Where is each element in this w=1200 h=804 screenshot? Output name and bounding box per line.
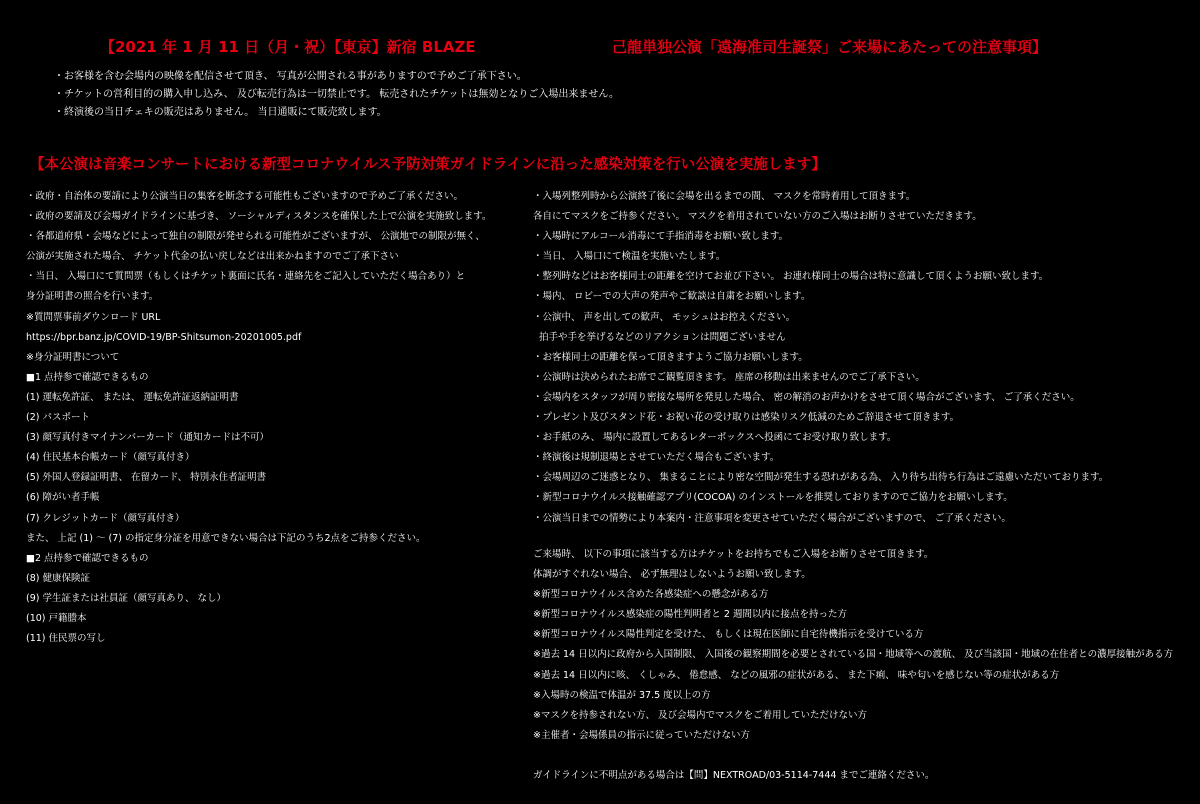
list-item: 拍手や手を挙げるなどのリアクションは問題ございません xyxy=(533,331,786,343)
list-item: 身分証明書の照合を行います。 xyxy=(26,291,159,303)
list-item: ※過去 14 日以内に咳、 くしゃみ、 倦怠感、 などの風邪の症状がある、 また下痢、 味や匂いを感じない等の症状がある方 xyxy=(533,669,1060,681)
list-item: (4) 住民基本台帳カード（顔写真付き） xyxy=(26,452,195,464)
right-column-notices xyxy=(533,187,1108,529)
list-item: ※身分証明書について xyxy=(26,351,120,363)
list-item: ・公演中、 声を出しての歓声、 モッシュはお控えください。 xyxy=(533,311,796,323)
list-item: ・整列時などはお客様同士の距離を空けてお並び下さい。 お連れ様同士の場合は特に意識して頂くようお願い致します。 xyxy=(533,271,1049,283)
list-item: ・公演時は決められたお席でご観覧頂きます。 座席の移動は出来ませんのでご了承下さい。 xyxy=(533,371,925,383)
list-item: また、 上記 (1) ～ (7) の指定身分証を用意できない場合は下記のうち2点をご持参ください。 xyxy=(26,532,426,544)
list-item: (7) クレジットカード（顔写真付き） xyxy=(26,512,185,524)
list-item: ・入場時にアルコール消毒にて手指消毒をお願い致します。 xyxy=(533,231,789,243)
list-item: 体調がすぐれない場合、 必ず無理はしないようお願い致します。 xyxy=(533,569,811,581)
list-item: ・終演後は規制退場とさせていただく場合もございます。 xyxy=(533,452,780,464)
entry-refusal-notices xyxy=(533,545,1173,786)
contact-info: ガイドラインに不明点がある場合は【問】NEXTROAD/03-5114-7444 までご連絡ください。 xyxy=(533,770,935,782)
covid-policy-banner: 【本公演は音楽コンサートにおける新型コロナウイルス予防対策ガイドラインに沿った感染対策を行い公演を実施します】 xyxy=(30,157,826,173)
list-item: ・新型コロナウイルス接触確認アプリ(COCOA) のインストールを推奨しておりますのでご協力をお願いします。 xyxy=(533,492,1013,504)
list-item: (8) 健康保険証 xyxy=(26,572,90,584)
list-item: ※新型コロナウイルス陽性判定を受けた、 もしくは現在医師に自宅待機指示を受けている方 xyxy=(533,629,924,641)
event-date-venue-title: 【2021 年 1 月 11 日（月・祝）【東京】新宿 BLAZE xyxy=(100,38,476,56)
list-item: ・各都道府県・会場などによって独自の制限が発せられる可能性がございますが、 公演地での制限が無く、 xyxy=(26,231,485,243)
list-item: ・お客様同士の距離を保って頂きますようご協力お願いします。 xyxy=(533,351,808,363)
list-item: ・入場列整列時から公演終了後に会場を出るまでの間、 マスクを常時着用して頂きます。 xyxy=(533,191,916,202)
list-item: ・お手紙のみ、 場内に設置してあるレターボックスへ投函にてお受け取り致します。 xyxy=(533,432,897,444)
list-item: (10) 戸籍謄本 xyxy=(26,612,87,624)
list-item: ・公演当日までの情勢により本案内・注意事項を変更させていただく場合がございますので、 ご了承ください。 xyxy=(533,512,1011,524)
list-item: (1) 運転免許証、 または、 運転免許証返納証明書 xyxy=(26,391,239,403)
note-item: ・終演後の当日チェキの販売はありません。 当日通販にて販売致します。 xyxy=(54,107,387,118)
general-notes xyxy=(54,68,619,122)
list-item: ■2 点持参で確認できるもの xyxy=(26,552,149,564)
list-item: ・プレゼント及びスタンド花・お祝い花の受け取りは感染リスク低減のためご辞退させて頂きます。 xyxy=(533,412,960,424)
notice-title: 己龍単独公演「遠海准司生誕祭」ご来場にあたっての注意事項】 xyxy=(612,38,1048,56)
list-item: (6) 障がい者手帳 xyxy=(26,492,100,504)
note-item: ・お客様を含む会場内の映像を配信させて頂き、 写真が公開される事がありますので予めご了承下さい。 xyxy=(54,71,527,82)
questionnaire-url: https://bpr.banz.jp/COVID-19/BP-Shitsumon-20201005.pdf xyxy=(26,331,302,343)
list-item: (3) 顔写真付きマイナンバーカード（通知カードは不可） xyxy=(26,432,269,444)
list-item: 各自にてマスクをご持参ください。 マスクを着用されていない方のご入場はお断りさせていただきます。 xyxy=(533,211,982,223)
list-item: ※質問票事前ダウンロード URL xyxy=(26,311,161,323)
list-item: ・会場内をスタッフが周り密接な場所を発見した場合、 密の解消のお声かけをさせて頂く場合がございます、 ご了承ください。 xyxy=(533,391,1080,403)
list-item: ・会場周辺のご迷惑となり、 集まることにより密な空間が発生する恐れがある為、 入り待ち出待ち行為はご遠慮いただいております。 xyxy=(533,472,1109,484)
list-item: (2) パスポート xyxy=(26,412,90,424)
list-item: ご来場時、 以下の事項に該当する方はチケットをお持ちでもご入場をお断りさせて頂きます。 xyxy=(533,549,934,560)
list-item: ・政府の要請及び会場ガイドラインに基づき、 ソーシャルディスタンスを確保した上で公演を実施致します。 xyxy=(26,211,492,223)
list-item: ・場内、 ロビーでの大声の発声やご歓談は自粛をお願いします。 xyxy=(533,291,811,303)
list-item: ※過去 14 日以内に政府から入国制限、 入国後の観察期間を必要とされている国・地域等への渡航、 及び当該国・地域の在住者との濃厚接触がある方 xyxy=(533,649,1174,661)
list-item: ※新型コロナウイルス感染症の陽性判明者と 2 週間以内に接点を持った方 xyxy=(533,609,847,621)
note-item: ・チケットの営利目的の購入申し込み、 及び転売行為は一切禁止です。 転売されたチケットは無効となりご入場出来ません。 xyxy=(54,89,619,100)
list-item: ※新型コロナウイルス含めた各感染症への懸念がある方 xyxy=(533,589,769,601)
list-item: (11) 住民票の写し xyxy=(26,633,106,645)
list-item: ※主催者・会場係員の指示に従っていただけない方 xyxy=(533,729,750,741)
spacer xyxy=(533,746,1173,766)
list-item: ※マスクを持参されない方、 及び会場内でマスクをご着用していただけない方 xyxy=(533,709,867,721)
list-item: ・当日、 入場口にて検温を実施いたします。 xyxy=(533,251,726,263)
list-item: 公演が実施された場合、 チケット代金の払い戻しなどは出来かねますのでご了承下さい xyxy=(26,251,399,263)
list-item: ■1 点持参で確認できるもの xyxy=(26,371,149,383)
list-item: ・政府・自治体の要請により公演当日の集客を断念する可能性もございますので予めご了承ください。 xyxy=(26,191,464,202)
list-item: (9) 学生証または社員証（顔写真あり、 なし） xyxy=(26,592,226,604)
left-column-notices xyxy=(26,187,491,649)
list-item: ・当日、 入場口にて質問票（もしくはチケット裏面に氏名・連絡先をご記入していただく場合あり）と xyxy=(26,271,466,283)
list-item: (5) 外国人登録証明書、 在留カード、 特別永住者証明書 xyxy=(26,472,267,484)
list-item: ※入場時の検温で体温が 37.5 度以上の方 xyxy=(533,689,711,701)
